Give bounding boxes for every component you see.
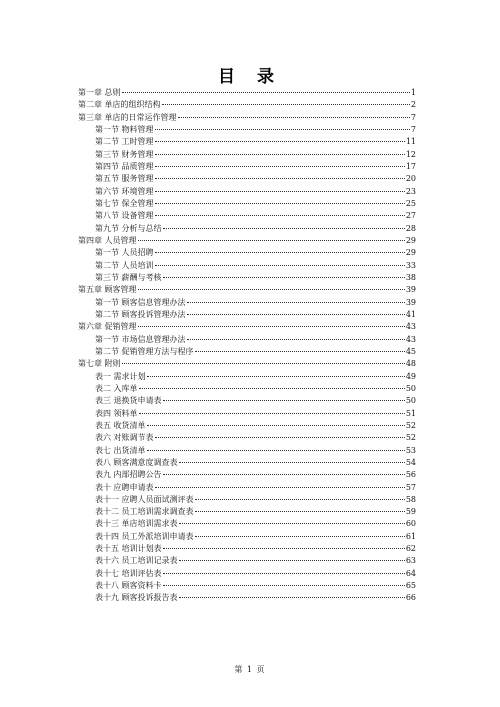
dot-leader: [147, 425, 405, 426]
toc-subentry[interactable]: [78, 457, 416, 469]
toc-entry-label: 第一章 总则: [78, 88, 121, 97]
toc-subentry[interactable]: [78, 161, 416, 173]
toc-subentry[interactable]: [78, 580, 416, 592]
toc-entry-label: 第九节 分析与总结: [95, 223, 162, 233]
toc-entry-label: 表十三 单店培训需求表: [95, 519, 178, 529]
dot-leader: [138, 326, 405, 327]
dot-leader: [155, 265, 405, 266]
toc-entry-label: 表八 顾客满意度调查表: [95, 457, 178, 467]
toc-page-number: 52: [405, 433, 416, 443]
dot-leader: [178, 117, 410, 118]
dot-leader: [187, 302, 405, 303]
toc-entry-label: 第一节 物料管理: [95, 124, 154, 134]
toc-subentry[interactable]: [78, 198, 416, 210]
toc-entry-label: 表七 出货清单: [95, 445, 146, 455]
toc-subentry[interactable]: [78, 543, 416, 555]
toc-entry[interactable]: [78, 358, 416, 370]
toc-page-number: 38: [405, 272, 416, 282]
page-footer: 第 1 页: [234, 665, 266, 674]
toc-page-number: 52: [405, 420, 416, 430]
toc-page-number: 27: [405, 211, 416, 221]
toc-entry-label: 表十 应聘申请表: [95, 482, 154, 492]
toc-entry-label: 第四节 品质管理: [95, 161, 154, 171]
toc-entry-label: 表十一 应聘人员面试测评表: [95, 494, 194, 504]
toc-subentry[interactable]: [78, 210, 416, 222]
toc-subentry[interactable]: [78, 555, 416, 567]
toc-subentry[interactable]: [78, 494, 416, 506]
toc-page-number: 50: [405, 383, 416, 393]
dot-leader: [139, 388, 405, 389]
toc-entry-label: 表十六 员工培训记录表: [95, 556, 178, 566]
dot-leader: [155, 129, 410, 130]
toc-page-number: 63: [405, 556, 416, 566]
dot-leader: [155, 215, 405, 216]
toc-page-number: 7: [410, 112, 416, 122]
dot-leader: [155, 178, 405, 179]
dot-leader: [187, 314, 405, 315]
toc-entry-label: 第三节 财务管理: [95, 149, 154, 159]
toc-subentry[interactable]: [78, 420, 416, 432]
toc-subentry[interactable]: [78, 518, 416, 530]
dot-leader: [155, 203, 405, 204]
dot-leader: [195, 499, 405, 500]
dot-leader: [162, 104, 410, 105]
toc-subentry[interactable]: [78, 482, 416, 494]
toc-entry-label: 第五节 服务管理: [95, 174, 154, 184]
toc-page-number: 54: [405, 457, 416, 467]
toc-subentry[interactable]: [78, 371, 416, 383]
toc-entry-label: 表十二 员工培训需求调查表: [95, 507, 194, 517]
toc-entry[interactable]: [78, 235, 416, 247]
toc-page-number: 23: [405, 186, 416, 196]
toc-page-number: 43: [405, 322, 416, 332]
toc-page-number: 51: [405, 408, 416, 418]
dot-leader: [147, 450, 405, 451]
toc-page-number: 65: [405, 581, 416, 591]
toc-page-number: 28: [405, 223, 416, 233]
table-of-contents: [78, 87, 416, 605]
toc-page-number: 61: [405, 531, 416, 541]
toc-entry-label: 第三章 单店的日常运作管理: [78, 112, 177, 122]
toc-page-number: 53: [405, 445, 416, 455]
toc-page-number: 45: [405, 346, 416, 356]
dot-leader: [155, 141, 405, 142]
dot-leader: [195, 351, 405, 352]
toc-subentry[interactable]: [78, 568, 416, 580]
dot-leader: [155, 437, 405, 438]
toc-page-number: 59: [405, 507, 416, 517]
dot-leader: [179, 597, 405, 598]
toc-page-number: 50: [405, 396, 416, 406]
toc-entry-label: 表十七 培训评估表: [95, 568, 162, 578]
dot-leader: [155, 154, 405, 155]
toc-page-number: 62: [405, 544, 416, 554]
toc-subentry[interactable]: [78, 297, 416, 309]
toc-entry-label: 第四章 人员管理: [78, 235, 137, 245]
toc-subentry[interactable]: [78, 149, 416, 161]
toc-entry-label: 第二节 促销管理方法与程序: [95, 346, 194, 356]
dot-leader: [155, 252, 405, 253]
toc-subentry[interactable]: [78, 408, 416, 420]
toc-page-number: 66: [405, 593, 416, 603]
toc-entry[interactable]: [78, 99, 416, 111]
toc-subentry[interactable]: [78, 506, 416, 518]
toc-entry-label: 表十九 顾客投诉报告表: [95, 593, 178, 603]
dot-leader: [138, 240, 405, 241]
dot-leader: [163, 400, 405, 401]
toc-subentry[interactable]: [78, 469, 416, 481]
dot-leader: [155, 487, 405, 488]
toc-subentry[interactable]: [78, 260, 416, 272]
toc-entry-label: 第六节 环境管理: [95, 186, 154, 196]
toc-subentry[interactable]: [78, 309, 416, 321]
toc-entry-label: 第二节 顾客投诉管理办法: [95, 309, 186, 319]
toc-page-number: 29: [405, 235, 416, 245]
dot-leader: [179, 462, 405, 463]
dot-leader: [179, 560, 405, 561]
toc-page-number: 29: [405, 248, 416, 258]
toc-entry-label: 第一节 人员招聘: [95, 248, 154, 258]
toc-entry-label: 表十五 培训计划表: [95, 544, 162, 554]
toc-page-number: 64: [405, 568, 416, 578]
toc-entry-label: 第一节 市场信息管理办法: [95, 334, 186, 344]
toc-entry-label: 第八节 设备管理: [95, 211, 154, 221]
toc-subentry[interactable]: [78, 592, 416, 604]
toc-page-number: 48: [405, 359, 416, 369]
dot-leader: [163, 573, 405, 574]
toc-entry-label: 第一节 顾客信息管理办法: [95, 297, 186, 307]
toc-entry-label: 第二节 人员培训: [95, 260, 154, 270]
toc-entry-label: 表十八 顾客资料卡: [95, 581, 162, 591]
toc-page-number: 20: [405, 174, 416, 184]
toc-page-number: 12: [405, 149, 416, 159]
toc-entry[interactable]: [78, 87, 416, 99]
toc-page-number: 57: [405, 482, 416, 492]
toc-subentry[interactable]: [78, 272, 416, 284]
toc-page-number: 43: [405, 334, 416, 344]
dot-leader: [187, 339, 405, 340]
dot-leader: [138, 289, 405, 290]
toc-subentry[interactable]: [78, 346, 416, 358]
toc-entry[interactable]: [78, 321, 416, 333]
dot-leader: [195, 536, 405, 537]
toc-subentry[interactable]: [78, 531, 416, 543]
toc-entry[interactable]: [78, 112, 416, 124]
toc-subentry[interactable]: [78, 124, 416, 136]
toc-page-number: 1: [410, 88, 416, 97]
toc-page-number: 11: [405, 137, 416, 147]
page-title: 目 录: [218, 67, 282, 87]
toc-entry-label: 表五 收货清单: [95, 420, 146, 430]
toc-entry-label: 第七章 附则: [78, 359, 121, 369]
toc-entry-label: 表一 需求计划: [95, 371, 146, 381]
toc-subentry[interactable]: [78, 395, 416, 407]
toc-page-number: 33: [405, 260, 416, 270]
toc-page-number: 58: [405, 494, 416, 504]
toc-entry-label: 表十四 员工外派培训申请表: [95, 531, 194, 541]
dot-leader: [122, 363, 405, 364]
toc-entry-label: 第五章 顾客管理: [78, 285, 137, 295]
toc-page-number: 39: [405, 285, 416, 295]
toc-subentry[interactable]: [78, 334, 416, 346]
dot-leader: [122, 92, 410, 93]
toc-subentry[interactable]: [78, 173, 416, 185]
toc-entry-label: 表四 领料单: [95, 408, 138, 418]
toc-subentry[interactable]: [78, 136, 416, 148]
toc-subentry[interactable]: [78, 383, 416, 395]
dot-leader: [163, 585, 405, 586]
dot-leader: [179, 523, 405, 524]
toc-page-number: 25: [405, 198, 416, 208]
dot-leader: [163, 474, 405, 475]
dot-leader: [155, 166, 405, 167]
dot-leader: [195, 511, 405, 512]
toc-subentry[interactable]: [78, 223, 416, 235]
dot-leader: [163, 548, 405, 549]
toc-page-number: 49: [405, 371, 416, 381]
toc-entry-label: 表三 退换货申请表: [95, 396, 162, 406]
dot-leader: [139, 413, 405, 414]
toc-page-number: 39: [405, 297, 416, 307]
toc-entry-label: 表二 入库单: [95, 383, 138, 393]
toc-subentry[interactable]: [78, 186, 416, 198]
toc-entry-label: 表九 内部招聘公告: [95, 470, 162, 480]
toc-page-number: 17: [405, 161, 416, 171]
dot-leader: [147, 376, 405, 377]
toc-page-number: 56: [405, 470, 416, 480]
toc-page-number: 2: [410, 100, 416, 110]
toc-subentry[interactable]: [78, 432, 416, 444]
toc-entry-label: 第二节 工时管理: [95, 137, 154, 147]
toc-entry-label: 表六 对账调节表: [95, 433, 154, 443]
toc-entry[interactable]: [78, 284, 416, 296]
toc-entry-label: 第七节 保全管理: [95, 198, 154, 208]
dot-leader: [155, 191, 405, 192]
dot-leader: [163, 228, 405, 229]
toc-page-number: 60: [405, 519, 416, 529]
toc-entry-label: 第二章 单店的组织结构: [78, 100, 161, 110]
dot-leader: [163, 277, 405, 278]
toc-page-number: 41: [405, 309, 416, 319]
toc-entry-label: 第六章 促销管理: [78, 322, 137, 332]
toc-subentry[interactable]: [78, 247, 416, 259]
toc-subentry[interactable]: [78, 445, 416, 457]
toc-entry-label: 第三节 薪酬与考核: [95, 272, 162, 282]
toc-page-number: 7: [410, 124, 416, 134]
